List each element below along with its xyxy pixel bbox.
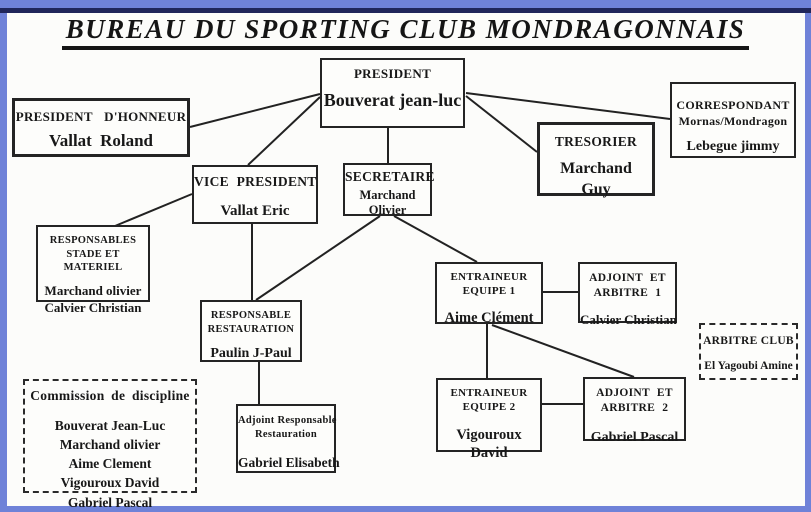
role-label: ARBITRE CLUB xyxy=(703,335,794,347)
org-box-entraineur-equipe-2 xyxy=(436,378,542,462)
role-label: MATERIEL xyxy=(63,262,123,274)
role-label: VICE PRESIDENT xyxy=(194,174,317,189)
role-label: STADE ET xyxy=(66,248,120,260)
connector-entraineur1-adjoint2 xyxy=(492,325,634,377)
connector-president-honneur xyxy=(190,94,320,127)
role-label: RESTAURATION xyxy=(207,323,295,335)
role-label: ENTRAINEUR xyxy=(450,387,528,399)
role-label: ENTRAINEUR xyxy=(450,271,528,283)
name-label: Marchand olivier xyxy=(44,282,142,298)
role-label: RESPONSABLE xyxy=(210,310,292,321)
org-box-commission-discipline xyxy=(23,379,197,510)
role-label: PRESIDENT xyxy=(353,66,432,81)
name-label: Calvier Christian xyxy=(580,311,677,327)
role-label: CORRESPONDANT xyxy=(676,98,790,112)
role-label: PRESIDENT D'HONNEUR xyxy=(15,109,187,124)
name-label: Lebegue jimmy xyxy=(686,139,780,155)
org-box-arbitre-club xyxy=(699,323,798,380)
role-label: Adjoint Responsable xyxy=(238,415,337,426)
org-box-entraineur-equipe-1 xyxy=(435,262,543,324)
name-label: Calvier Christian xyxy=(44,299,142,315)
org-box-correspondant xyxy=(670,82,796,158)
role-label: TRESORIER xyxy=(554,134,638,149)
role-label: ADJOINT ET xyxy=(589,272,666,284)
commission-member: Vigouroux David xyxy=(60,475,160,491)
commission-member: Bouverat Jean-Luc xyxy=(54,417,166,433)
name-label: Paulin J-Paul xyxy=(210,346,292,362)
connector-secretaire-entraineur1 xyxy=(394,216,477,262)
name-label: Olivier xyxy=(368,202,407,217)
org-box-responsables-stade-materiel xyxy=(36,225,150,315)
connector-secretaire-restauration xyxy=(256,216,380,300)
commission-member: Marchand olivier xyxy=(59,437,161,453)
org-box-secretaire xyxy=(343,163,435,217)
name-label: Bouverat jean-luc xyxy=(323,90,462,111)
commission-title: Commission de discipline xyxy=(30,388,190,403)
org-box-president xyxy=(320,58,465,128)
name-label: El Yagoubi Amine xyxy=(704,360,793,373)
role-label: Restauration xyxy=(255,429,317,441)
org-box-responsable-restauration xyxy=(200,300,302,362)
page-title-wrap xyxy=(0,14,811,50)
org-box-adjoint-arbitre-2 xyxy=(583,377,686,445)
name-label: Gabriel Elisabeth xyxy=(238,455,340,471)
role-label: ADJOINT ET xyxy=(596,387,673,399)
org-box-president-honneur xyxy=(12,98,190,157)
name-label: Marchand xyxy=(560,159,632,177)
commission-member: Gabriel Pascal xyxy=(67,494,153,510)
commission-member: Aime Clement xyxy=(68,456,152,472)
name-label: David xyxy=(470,445,508,462)
page-title: BUREAU DU SPORTING CLUB MONDRAGONNAIS xyxy=(62,14,750,50)
name-label: Vallat Eric xyxy=(220,202,290,219)
connector-president-correspondant xyxy=(466,93,670,119)
role-label: SECRETAIRE xyxy=(345,169,435,184)
role-label: ARBITRE 2 xyxy=(600,401,669,414)
org-box-tresorier xyxy=(537,122,655,196)
role-label: ARBITRE 1 xyxy=(593,286,662,299)
role-label: EQUIPE 1 xyxy=(462,285,516,298)
org-box-vice-president xyxy=(192,165,318,224)
name-label: Vigouroux xyxy=(456,426,522,443)
connector-vice-stade xyxy=(115,194,192,226)
org-box-adjoint-arbitre-1 xyxy=(578,262,677,327)
org-box-adjoint-restauration xyxy=(236,404,340,473)
name-label: Gabriel Pascal xyxy=(590,429,679,445)
name-label: Vallat Roland xyxy=(49,131,153,151)
name-label: Marchand xyxy=(359,187,416,202)
role-label: RESPONSABLES xyxy=(49,235,137,246)
area-label: Mornas/Mondragon xyxy=(678,113,788,128)
name-label: Aime Clément xyxy=(444,309,534,326)
name-label: Guy xyxy=(581,180,611,198)
connector-president-tresorier xyxy=(466,96,537,152)
role-label: EQUIPE 2 xyxy=(462,401,516,414)
connector-president-vice xyxy=(248,97,320,165)
